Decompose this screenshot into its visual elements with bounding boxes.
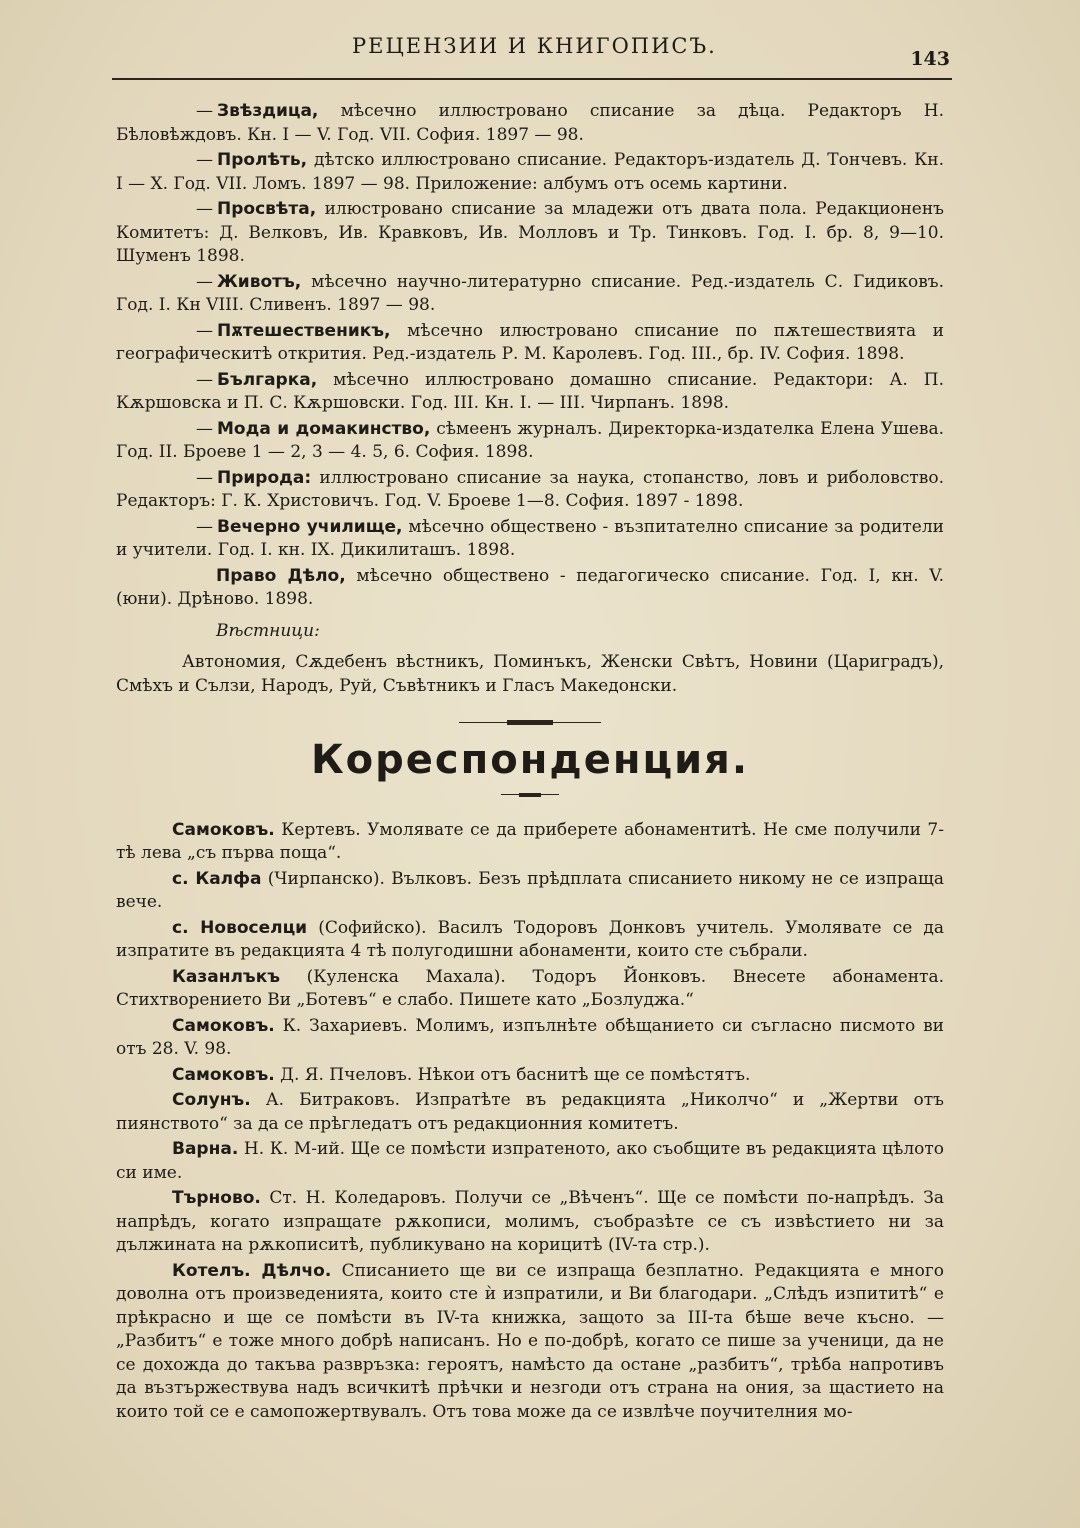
journal-title: Животъ,	[217, 271, 302, 292]
correspondence-text: (Софийско). Василъ Тодоровъ Донковъ учитель. Умолявате се да изпратите въ редакцията 4 тѣ полугодишни абонаменти, които сте събрали.	[116, 917, 945, 961]
journal-entry	[116, 149, 944, 196]
correspondence-text: (Куленска Махала). Тодоръ Йонковъ. Внесете абонамента. Стихтворението Ви „Ботевъ“ е слабо. Пишете като „Бозлуджа.“	[116, 966, 945, 1010]
journal-title: Просвѣта,	[217, 199, 317, 219]
journal-entry	[116, 467, 944, 514]
correspondence-entry	[116, 868, 944, 915]
journal-text: сѣмеенъ журналъ. Директорка-издателка Елена Ушева. Год. II. Броеве 1 — 2, 3 — 4. 5, 6. София. 1898.	[116, 418, 944, 462]
correspondence-text: (Чирпанско). Вълковъ. Безъ прѣдплата списанието никому не се изпраща вече.	[116, 868, 944, 912]
journal-title: Звѣздица,	[217, 101, 319, 121]
journal-entry	[116, 369, 944, 416]
journal-text: иллюстровано списание за наука, стопанство, ловъ и риболовство. Редакторъ: Г. К. Христовичъ. Год. V. Броеве 1—8. София. 1897 - 1898.	[116, 467, 944, 511]
correspondence-entry	[116, 1138, 944, 1185]
journal-text: мѣсечно илюстровано списание по пѫтешествията и географическитѣ открития. Ред.-издатель Р. М. Каролевъ. Год. III., бр. IV. София. 1898.	[116, 320, 944, 364]
journal-title: Пролѣть,	[217, 150, 308, 170]
journal-title: Природа:	[217, 467, 312, 488]
journal-entry	[116, 271, 944, 318]
journal-entry	[116, 198, 944, 269]
journal-text: мѣсечно иллюстровано домашно списание. Редактори: А. П. Кѫршовска и П. С. Кѫршовски. Год. III. Кн. I. — III. Чирпанъ. 1898.	[116, 369, 945, 413]
newspapers-list: Автономия, Сѫдебенъ вѣстникъ, Поминъкъ, Женски Свѣтъ, Новини (Цариградъ), Смѣхъ и Сълзи, Народъ, Руй, Съвѣтникъ и Гласъ Македонски.	[116, 652, 944, 696]
header-title: РЕЦЕНЗИИ И КНИГОПИСЪ.	[352, 34, 717, 58]
entry-dash: —	[196, 150, 213, 170]
entry-dash: —	[196, 101, 213, 121]
correspondence-entry	[116, 917, 944, 964]
journal-entry	[116, 418, 944, 465]
entry-dash: —	[196, 418, 213, 439]
journal-title: Вечерно училище,	[217, 516, 403, 537]
journal-text: илюстровано списание за младежи отъ двата пола. Редакционенъ Комитетъ: Д. Велковъ, Ив. Кравковъ, Ив. Молловъ и Тр. Тинковъ. Год. I. бр. 8, 9—10. Шуменъ 1898.	[116, 199, 944, 266]
journal-entry	[116, 565, 944, 612]
entry-dash: —	[196, 199, 213, 219]
entry-dash: —	[196, 516, 213, 537]
correspondent-place: Търново.	[172, 1188, 261, 1208]
journal-text: дѣтско иллюстровано списание. Редакторъ-издатель Д. Тончевъ. Кн. I — X. Год. VII. Ломъ. 1897 — 98. Приложение: албумъ отъ осемь картини.	[116, 150, 944, 194]
entry-dash: —	[196, 271, 213, 292]
newspapers-label: Вѣстници:	[216, 620, 320, 641]
correspondent-place: Котелъ. Дѣлчо.	[172, 1260, 332, 1281]
correspondence-entry	[116, 966, 944, 1013]
correspondent-place: Варна.	[172, 1139, 239, 1159]
correspondence-entry	[116, 1015, 944, 1062]
journal-entry	[116, 100, 944, 147]
correspondent-place: с. Калфа	[172, 868, 262, 889]
correspondence-text: Кертевъ. Умолявате се да приберете абонаментитѣ. Не сме получили 7-тѣ лева „съ първа поща“.	[116, 819, 944, 863]
correspondence-text: А. Битраковъ. Изпратѣте въ редакцията „Николчо“ и „Жертви отъ пиянството“ за да се прѣгледатъ отъ редакционния комитетъ.	[116, 1090, 944, 1134]
correspondent-place: Казанлъкъ	[172, 966, 281, 987]
correspondent-place: Самоковъ.	[172, 819, 275, 840]
correspondence-text: К. Захариевъ. Молимъ, изпълнѣте обѣщанието си съгласно писмото ви отъ 28. V. 98.	[116, 1015, 945, 1059]
journal-text: мѣсечно иллюстровано списание за дѣца. Редакторъ Н. Бѣловѣждовъ. Кн. I — V. Год. VII. София. 1897 — 98.	[116, 101, 945, 145]
correspondence-text: Списанието ще ви се изпраща безплатно. Редакцията е много доволна отъ произведенията, които сте ѝ изпратили, и Ви благодари. „Слѣдъ изпититѣ“ е прѣкрасно и ще се помѣсти въ IV-та книжка, защото за III-та бѣше вече късно. — „Разбитъ“ е тоже много добрѣ написанъ. Но е по-добрѣ, когато се пише за ученици, да не се дохожда до такъва развръзка: героятъ, намѣсто да остане „разбитъ“, трѣба напротивъ да възтържествува надъ всичкитѣ прѣчки и незгоди отъ страна на ония, за щастието на които той се е самопожертвувалъ. Отъ това може да се извлѣче поучителния мо-	[116, 1260, 945, 1422]
correspondence-entry	[116, 1089, 944, 1136]
journals-list	[116, 100, 944, 612]
correspondent-place: Самоковъ.	[172, 1015, 275, 1036]
journal-title: Пѫтешественикъ,	[217, 320, 391, 341]
correspondence-text: Д. Я. Пчеловъ. Нѣкои отъ баснитѣ ще се помѣстятъ.	[280, 1064, 751, 1085]
journal-title: Мода и домакинство,	[217, 418, 431, 439]
page-content	[116, 100, 944, 1426]
section-title: Кореспонденция.	[310, 737, 750, 783]
correspondence-text: Н. К. М-ий. Ще се помѣсти изпратеното, ако съобщите въ редакцията цѣлото си име.	[116, 1139, 945, 1183]
correspondence-entry	[116, 819, 944, 866]
correspondence-entry	[116, 1187, 944, 1258]
correspondence-entry	[116, 1064, 944, 1088]
entry-dash: —	[196, 467, 213, 488]
title-ornament	[519, 793, 541, 797]
correspondent-place: Солунъ.	[172, 1090, 251, 1110]
journal-entry	[116, 320, 944, 367]
correspondence-entry	[116, 1260, 944, 1425]
page-number: 143	[910, 48, 950, 70]
journal-text: мѣсечно обществено - възпитателно списание за родители и учители. Год. I. кн. IX. Дикилиташъ. 1898.	[116, 516, 945, 560]
journal-text: мѣсечно научно-литературно списание. Ред.-издатель С. Гидиковъ. Год. I. Кн VIII. Сливенъ. 1897 — 98.	[116, 271, 944, 315]
journal-entry	[116, 516, 944, 563]
journal-text: мѣсечно обществено - педагогическо списание. Год. I, кн. V. (юни). Дрѣново. 1898.	[116, 565, 945, 609]
journal-title: Право Дѣло,	[216, 565, 346, 586]
correspondent-place: с. Новоселци	[172, 917, 308, 938]
journal-title: Българка,	[217, 369, 318, 390]
entry-dash: —	[196, 320, 213, 341]
entry-dash: —	[196, 369, 213, 390]
correspondence-list	[116, 819, 944, 1425]
running-header	[112, 28, 952, 80]
correspondence-text: Ст. Н. Коледаровъ. Получи се „Вѣченъ“. Ще се помѣсти по-напрѣдъ. За напрѣдъ, когато изпращате рѫкописи, молимъ, съобразѣте се съ извѣстието ни за дължината на рѫкописитѣ, публикувано на корицитѣ (IV-та стр.).	[116, 1188, 944, 1255]
section-divider	[507, 720, 553, 725]
correspondent-place: Самоковъ.	[172, 1064, 275, 1085]
